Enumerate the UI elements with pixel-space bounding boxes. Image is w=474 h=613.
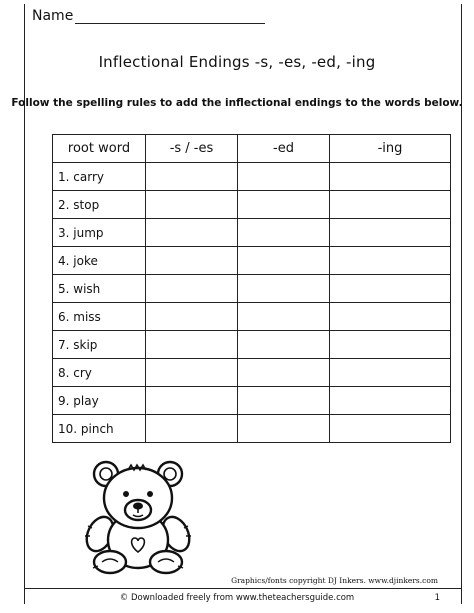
table-header-row bbox=[53, 135, 451, 163]
endings-table bbox=[52, 134, 451, 443]
answer-cell-ing[interactable] bbox=[330, 359, 451, 387]
answer-cell-ed[interactable] bbox=[238, 415, 330, 443]
answer-cell-ed[interactable] bbox=[238, 275, 330, 303]
answer-cell-ing[interactable] bbox=[330, 387, 451, 415]
worksheet-title: Inflectional Endings -s, -es, -ed, -ing bbox=[98, 53, 376, 71]
header-ed: -ed bbox=[238, 135, 330, 163]
answer-cell-ed[interactable] bbox=[238, 359, 330, 387]
root-word-cell: 10. pinch bbox=[53, 415, 146, 443]
answer-cell-ing[interactable] bbox=[330, 219, 451, 247]
table-row bbox=[53, 247, 451, 275]
answer-cell-ed[interactable] bbox=[238, 163, 330, 191]
root-word-cell: 5. wish bbox=[53, 275, 146, 303]
table-row bbox=[53, 387, 451, 415]
answer-cell-s-es[interactable] bbox=[146, 275, 238, 303]
answer-cell-s-es[interactable] bbox=[146, 359, 238, 387]
answer-cell-ed[interactable] bbox=[238, 303, 330, 331]
header-ing: -ing bbox=[330, 135, 451, 163]
instructions: Follow the spelling rules to add the inflectional endings to the words below. bbox=[11, 97, 463, 109]
answer-cell-s-es[interactable] bbox=[146, 163, 238, 191]
header-s-es: -s / -es bbox=[146, 135, 238, 163]
answer-cell-ing[interactable] bbox=[330, 247, 451, 275]
answer-cell-ed[interactable] bbox=[238, 387, 330, 415]
answer-cell-s-es[interactable] bbox=[146, 191, 238, 219]
table-row bbox=[53, 359, 451, 387]
page-number: 1 bbox=[434, 593, 440, 603]
answer-cell-s-es[interactable] bbox=[146, 303, 238, 331]
header-root-word: root word bbox=[53, 135, 146, 163]
root-word-cell: 2. stop bbox=[53, 191, 146, 219]
root-word-cell: 3. jump bbox=[53, 219, 146, 247]
root-word-cell: 1. carry bbox=[53, 163, 146, 191]
root-word-cell: 8. cry bbox=[53, 359, 146, 387]
answer-cell-ed[interactable] bbox=[238, 219, 330, 247]
answer-cell-s-es[interactable] bbox=[146, 247, 238, 275]
table-row bbox=[53, 415, 451, 443]
root-word-cell: 4. joke bbox=[53, 247, 146, 275]
table-row bbox=[53, 191, 451, 219]
table-row bbox=[53, 275, 451, 303]
table-row bbox=[53, 163, 451, 191]
name-blank[interactable] bbox=[75, 9, 265, 24]
answer-cell-s-es[interactable] bbox=[146, 219, 238, 247]
teddy-bear-icon bbox=[84, 456, 192, 576]
answer-cell-ing[interactable] bbox=[330, 303, 451, 331]
answer-cell-ed[interactable] bbox=[238, 247, 330, 275]
table-row bbox=[53, 303, 451, 331]
answer-cell-ing[interactable] bbox=[330, 191, 451, 219]
answer-cell-s-es[interactable] bbox=[146, 331, 238, 359]
answer-cell-ing[interactable] bbox=[330, 163, 451, 191]
name-line bbox=[32, 8, 265, 24]
root-word-cell: 7. skip bbox=[53, 331, 146, 359]
root-word-cell: 9. play bbox=[53, 387, 146, 415]
answer-cell-s-es[interactable] bbox=[146, 415, 238, 443]
answer-cell-ing[interactable] bbox=[330, 275, 451, 303]
answer-cell-ing[interactable] bbox=[330, 331, 451, 359]
table-row bbox=[53, 219, 451, 247]
answer-cell-ing[interactable] bbox=[330, 415, 451, 443]
table-row bbox=[53, 331, 451, 359]
answer-cell-s-es[interactable] bbox=[146, 387, 238, 415]
footer-divider bbox=[24, 588, 462, 589]
answer-cell-ed[interactable] bbox=[238, 191, 330, 219]
footer-source: © Downloaded freely from www.theteachersguide.com bbox=[119, 593, 355, 603]
root-word-cell: 6. miss bbox=[53, 303, 146, 331]
name-label: Name bbox=[32, 8, 74, 24]
graphics-credit: Graphics/fonts copyright DJ Inkers. www.djinkers.com bbox=[231, 576, 438, 585]
answer-cell-ed[interactable] bbox=[238, 331, 330, 359]
